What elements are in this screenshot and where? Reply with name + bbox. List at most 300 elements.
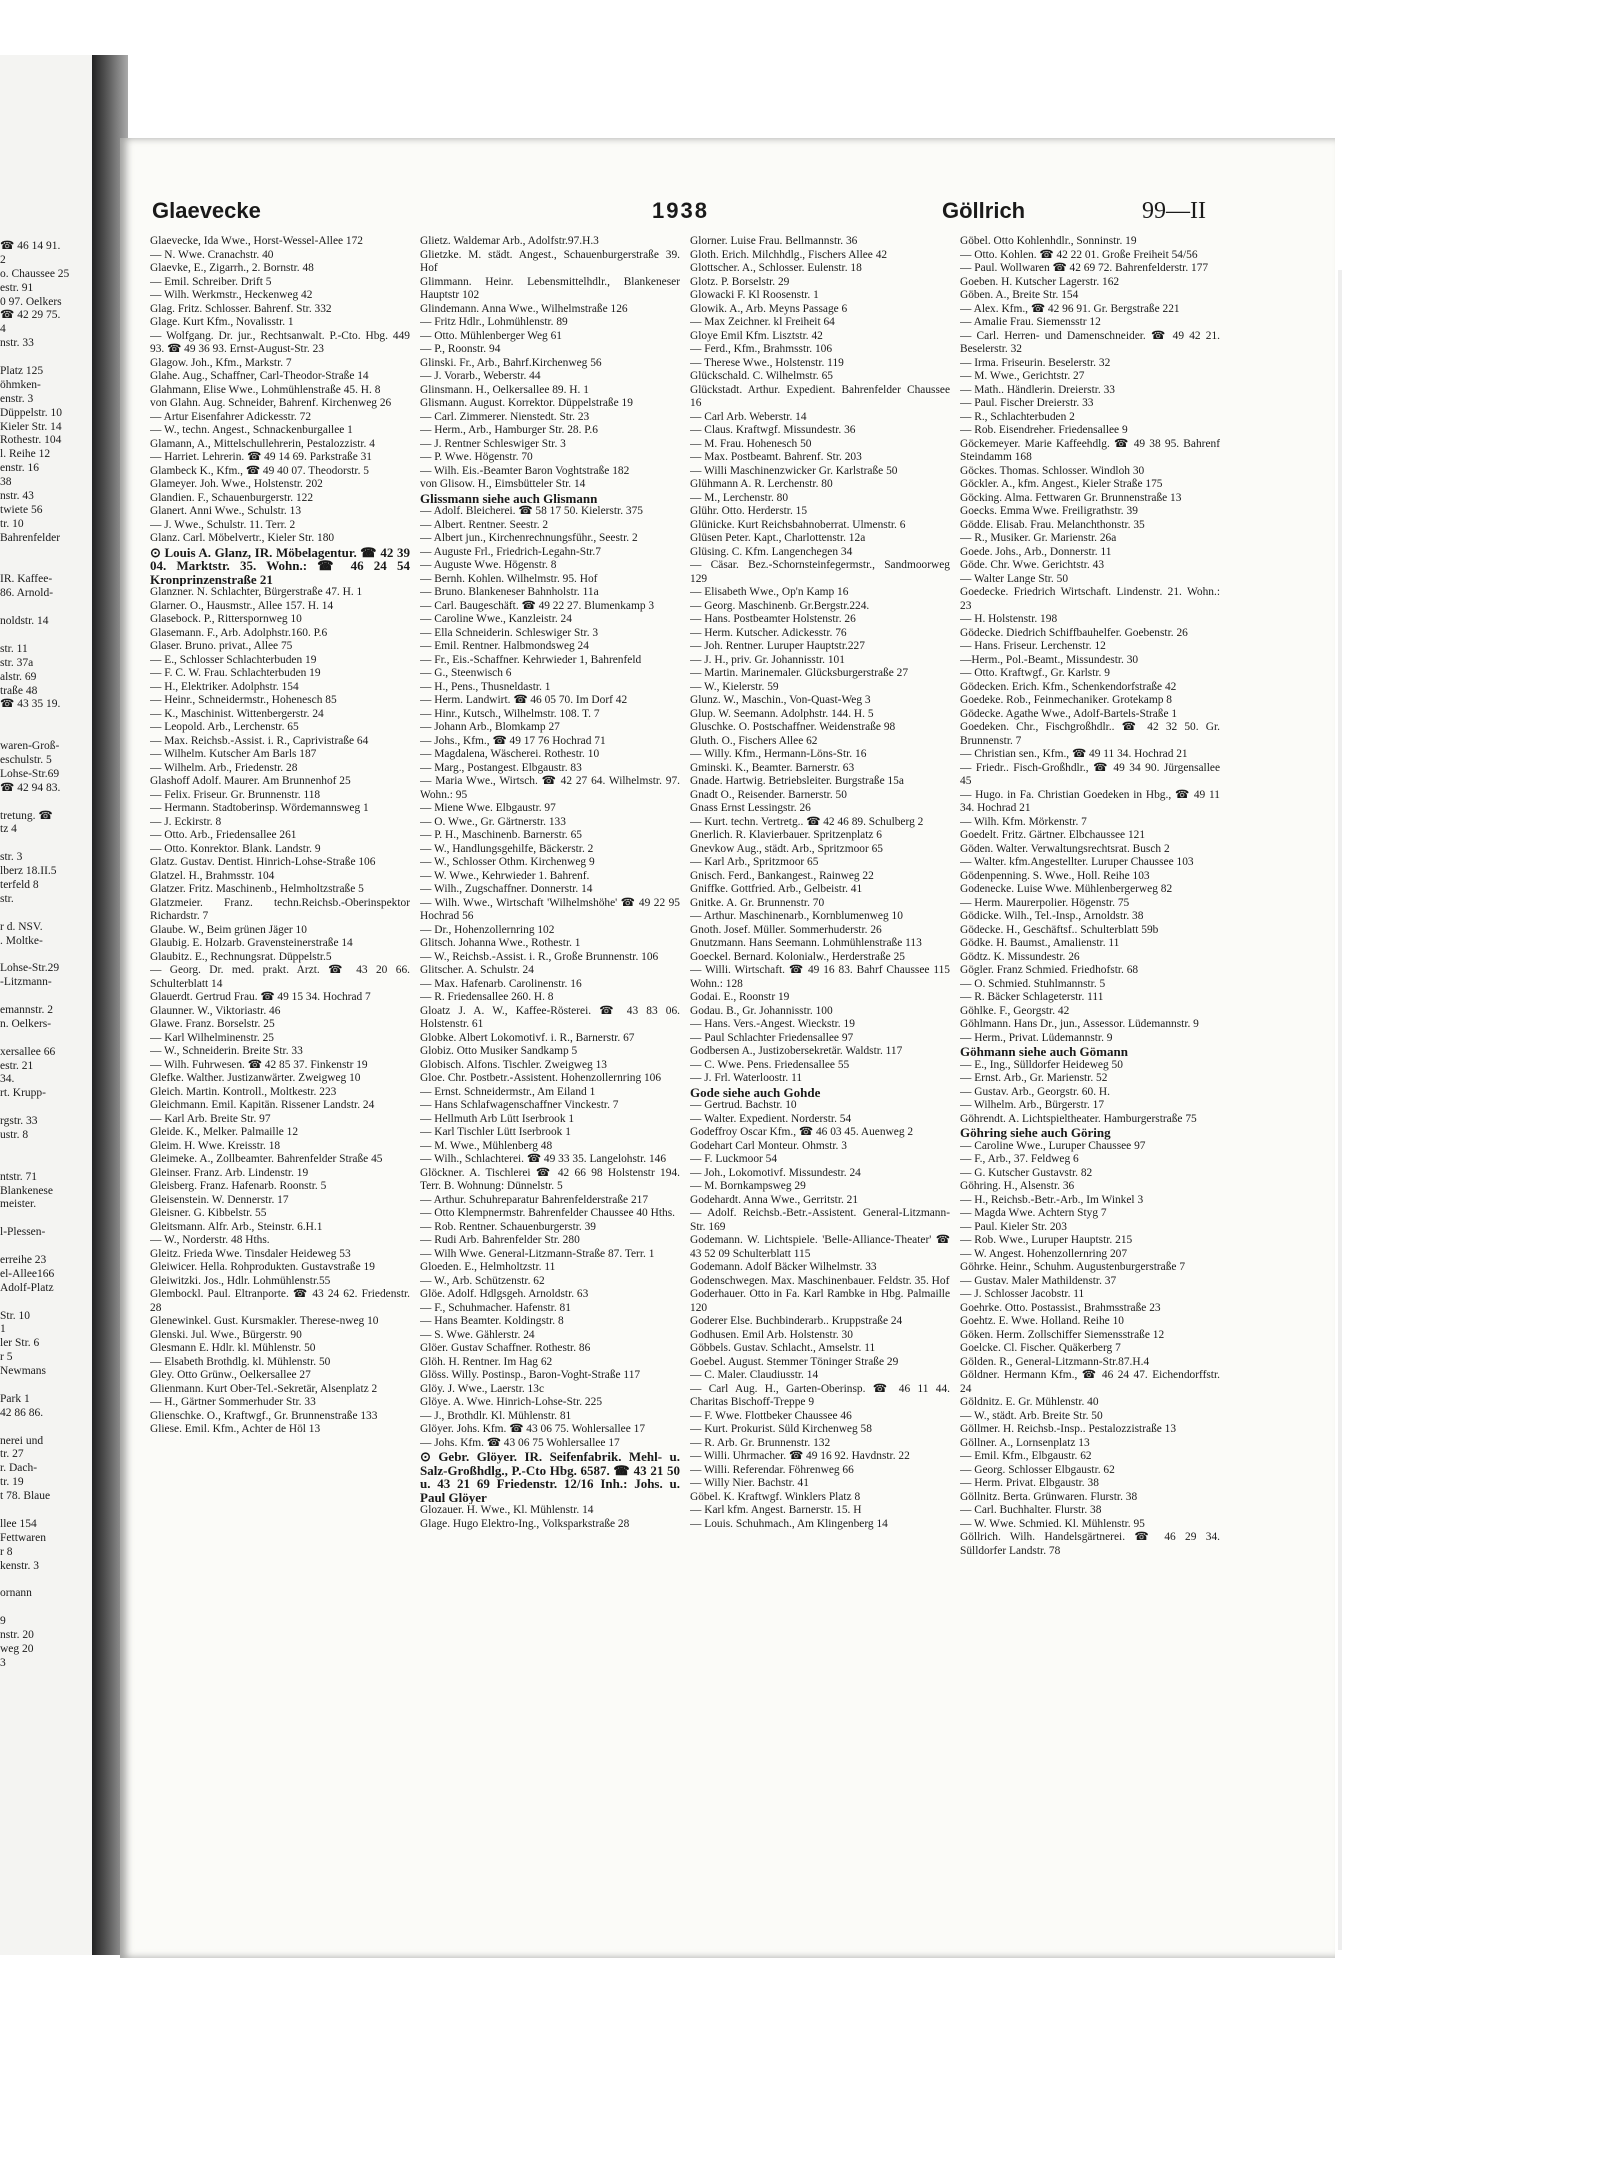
directory-entry: Gödenpenning. S. Wwe., Holl. Reihe 103 <box>960 869 1150 882</box>
directory-entry: — C. Wwe. Pens. Friedensallee 55 <box>690 1058 850 1071</box>
directory-entry: — Joh., Lokomotivf. Missundestr. 24 <box>690 1166 861 1179</box>
fragment-line <box>0 1421 92 1435</box>
fragment-line: Blankenese <box>0 1184 54 1197</box>
directory-entry: — Harriet. Lehrerin. ☎ 49 14 69. Parkstraße 31 <box>150 451 373 463</box>
directory-entry: — H., Reichsb.-Betr.-Arb., Im Winkel 3 <box>960 1193 1144 1206</box>
fragment-line: waren-Groß- <box>0 740 60 753</box>
directory-entry: — P. H., Maschinenb. Barnerstr. 65 <box>420 829 582 841</box>
directory-entry: — Wilh., Zugschaffner. Donnerstr. 14 <box>420 883 593 895</box>
directory-entry: — J., Brothdlr. Kl. Mühlenstr. 81 <box>420 1409 572 1422</box>
directory-entry: — F., Arb., 37. Feldweg 6 <box>960 1153 1079 1165</box>
directory-entry: — Carl Aug. H., Garten-Oberinsp. ☎ 46 11 44. Charitas Bischoff-Treppe 9 <box>690 1382 950 1408</box>
directory-column-2 <box>420 235 680 1935</box>
top-margin <box>0 0 1600 55</box>
directory-entry: Gödtz. K. Missundestr. 26 <box>960 950 1080 963</box>
directory-entry: Glottscher. A., Schlosser. Eulenstr. 18 <box>690 262 862 274</box>
fragment-line: tr. 19 <box>0 1476 24 1489</box>
directory-entry: Gloth. Erich. Milchhdlg., Fischers Allee 42 <box>690 248 888 261</box>
directory-entry: Goelcke. Cl. Fischer. Quäkerberg 7 <box>960 1342 1121 1354</box>
fragment-line <box>0 1296 92 1310</box>
directory-entry: — W., Schlosser Othm. Kirchenweg 9 <box>420 856 595 868</box>
directory-entry: — Fr., Eis.-Schaffner. Kehrwieder 1, Bahrenfeld <box>420 653 642 666</box>
fragment-line: -Litzmann- <box>0 976 52 989</box>
directory-entry: — Walter. Expedient. Norderstr. 54 <box>690 1112 852 1125</box>
directory-entry: Godhusen. Emil Arb. Holstenstr. 30 <box>690 1328 853 1341</box>
directory-entry: — Wilh. Eis.-Beamter Baron Voghtstraße 182 <box>420 464 630 477</box>
fragment-line: t 78. Blaue <box>0 1490 51 1503</box>
fragment-line: traße 48 <box>0 684 38 697</box>
directory-entry: — Math.. Händlerin. Dreierstr. 33 <box>960 383 1116 396</box>
directory-entry: Glotz. P. Borselstr. 29 <box>690 275 790 288</box>
fragment-line: tr. 10 <box>0 517 24 530</box>
directory-entry: Godbersen A., Justizobersekretär. Waldstr. 117 <box>690 1045 903 1057</box>
directory-entry: Göben. A., Breite Str. 154 <box>960 289 1079 301</box>
directory-entry: Göbbels. Gustav. Schlacht., Amselstr. 11 <box>690 1342 876 1354</box>
directory-entry: Glietzke. M. städt. Angest., Schauenburgerstraße 39. Hof <box>420 248 680 274</box>
directory-entry: — Hans Schlafwagenschaffner Vinckestr. 7 <box>420 1099 619 1111</box>
fragment-line: Fettwaren <box>0 1531 46 1544</box>
fragment-line <box>0 1240 92 1254</box>
fragment-line <box>0 559 92 573</box>
directory-entry: Glameyer. Joh. Wwe., Holstenstr. 202 <box>150 478 323 490</box>
directory-entry: Glimmann. Heinr. Lebensmittelhdlr., Blankeneser Hauptstr 102 <box>420 275 680 301</box>
directory-entry: — W. Angest. Hohenzollernring 207 <box>960 1247 1128 1260</box>
directory-entry: — Rob. Rentner. Schauenburgerstr. 39 <box>420 1220 597 1233</box>
fragment-line: r. Dach- <box>0 1462 38 1475</box>
directory-entry: Glaubitz. E., Rechnungsrat. Düppelstr.5 <box>150 950 332 963</box>
fragment-line <box>0 1032 92 1046</box>
directory-entry: Göhlmann. Hans Dr., jun., Assessor. Lüdemannstr. 9 <box>960 1018 1199 1030</box>
directory-entry: Gleisner. G. Kibbelstr. 55 <box>150 1207 267 1219</box>
directory-entry: — Georg. Dr. med. prakt. Arzt. ☎ 43 20 66. Schulterblatt 14 <box>150 964 410 990</box>
directory-entry: — Otto Klempnermstr. Bahrenfelder Chaussee 40 Hths. <box>420 1207 675 1219</box>
directory-entry: — Max. Hafenarb. Carolinenstr. 16 <box>420 977 582 990</box>
directory-entry: Göbel. Otto Kohlenhdlr., Sonninstr. 19 <box>960 235 1137 247</box>
fragment-line: estr. 91 <box>0 281 34 294</box>
directory-entry: Godehart Carl Monteur. Ohmstr. 3 <box>690 1139 847 1152</box>
fragment-line: . Moltke- <box>0 934 43 947</box>
directory-entry: Globiz. Otto Musiker Sandkamp 5 <box>420 1045 578 1057</box>
directory-entry: Glöyer. Johs. Kfm. ☎ 43 06 75. Wohlersallee 17 <box>420 1423 646 1435</box>
fragment-line <box>0 1574 92 1588</box>
directory-entry: — Wolfgang. Dr. jur., Rechtsanwalt. P.-Cto. Hbg. 449 93. ☎ 49 36 93. Ernst-August-Str. 23 <box>150 329 410 355</box>
fragment-line <box>0 837 92 851</box>
directory-entry: Göldner. Hermann Kfm., ☎ 46 24 47. Eichendorffstr. 24 <box>960 1369 1220 1395</box>
directory-entry: Göhlke. F., Georgstr. 42 <box>960 1004 1070 1017</box>
directory-entry: — Albert. Rentner. Seestr. 2 <box>420 518 549 531</box>
directory-entry: — Emil. Schreiber. Drift 5 <box>150 275 272 288</box>
fragment-line: 3 <box>0 1656 6 1669</box>
directory-entry: — W., städt. Arb. Breite Str. 50 <box>960 1409 1103 1422</box>
fragment-line: Lohse-Str.69 <box>0 767 60 780</box>
directory-entry: — Elisabeth Wwe., Op'n Kamp 16 <box>690 586 849 598</box>
directory-entry: Godenschwegen. Max. Maschinenbauer. Feldstr. 35. Hof <box>690 1274 950 1287</box>
fragment-line: el-Allee166 <box>0 1267 55 1280</box>
fragment-line: rgstr. 33 <box>0 1115 38 1128</box>
directory-entry: — Carl. Zimmerer. Nienstedt. Str. 23 <box>420 410 590 423</box>
directory-entry: — Gustav. Maler Mathildenstr. 37 <box>960 1274 1117 1287</box>
directory-entry: Gluschke. O. Postschaffner. Weidenstraße 98 <box>690 721 896 733</box>
fragment-line <box>0 990 92 1004</box>
directory-entry: Göbel. K. Kraftwgf. Winklers Platz 8 <box>690 1490 861 1503</box>
directory-entry: — M. Wwe., Gerichtstr. 27 <box>960 370 1085 382</box>
directory-entry: Göhring. H., Alsenstr. 36 <box>960 1180 1075 1192</box>
directory-entry: Göckes. Thomas. Schlosser. Windloh 30 <box>960 464 1145 477</box>
directory-entry: Göllner. A., Lornsenplatz 13 <box>960 1436 1090 1449</box>
fragment-line: 1 <box>0 1323 6 1336</box>
fragment-line: xersallee 66 <box>0 1045 56 1058</box>
fragment-line: l. Reihe 12 <box>0 448 51 461</box>
directory-entry: — Paul. Wollwaren ☎ 42 69 72. Bahrenfelderstr. 177 <box>960 262 1209 274</box>
directory-entry: — Johs., Kfm., ☎ 49 17 76 Hochrad 71 <box>420 734 606 747</box>
directory-entry: Gnass Ernst Lessingstr. 26 <box>690 802 811 814</box>
directory-entry: Godemann. W. Lichtspiele. 'Belle-Alliance-Theater' ☎ 43 52 09 Schulterblatt 115 <box>690 1234 950 1260</box>
directory-entry: Gödecke. Diedrich Schiffbauhelfer. Goebenstr. 26 <box>960 626 1188 639</box>
directory-entry: Glorner. Luise Frau. Bellmannstr. 36 <box>690 235 858 247</box>
directory-entry: Gnade. Hartwig. Betriebsleiter. Burgstraße 15a <box>690 775 904 787</box>
fragment-line: enstr. 16 <box>0 462 39 475</box>
fragment-line: l-Plessen- <box>0 1226 46 1239</box>
fragment-line: nerei und <box>0 1434 44 1447</box>
fragment-line: Rothestr. 104 <box>0 434 62 447</box>
directory-entry: — Otto. Konrektor. Blank. Landstr. 9 <box>150 842 321 855</box>
fragment-line: str. 11 <box>0 642 28 655</box>
directory-entry: Glowacki F. Kl Roosenstr. 1 <box>690 289 819 301</box>
fragment-line: Bahrenfelder <box>0 531 61 544</box>
directory-entry: Glienmann. Kurt Ober-Tel.-Sekretär, Alsenplatz 2 <box>150 1382 378 1395</box>
directory-entry: — Ernst. Arb., Gr. Marienstr. 52 <box>960 1072 1108 1084</box>
directory-entry: Gloeden. E., Helmholtzstr. 11 <box>420 1261 556 1273</box>
directory-entry: — Wilh. Wwe., Wirtschaft 'Wilhelmshöhe' ☎ 49 22 95 Hochrad 56 <box>420 896 680 922</box>
directory-entry: — H., Pens., Thusneldastr. 1 <box>420 680 551 693</box>
directory-entry: — Claus. Kraftwgf. Missundestr. 36 <box>690 424 856 436</box>
directory-entry: — Leopold. Arb., Lerchenstr. 65 <box>150 721 299 733</box>
fragment-line <box>0 1157 92 1171</box>
directory-entry: Glesmann E. Hdlr. kl. Mühlenstr. 50 <box>150 1342 316 1354</box>
directory-entry: — Irma. Friseurin. Beselerstr. 32 <box>960 356 1111 369</box>
fragment-line: Platz 125 <box>0 365 44 378</box>
directory-entry: Glenski. Jul. Wwe., Bürgerstr. 90 <box>150 1328 302 1341</box>
directory-entry: Göde. Chr. Wwe. Gerichtstr. 43 <box>960 559 1105 571</box>
fragment-line: 4 <box>0 323 6 336</box>
fragment-line: Str. 10 <box>0 1309 31 1322</box>
directory-entry: Glöye. A. Wwe. Hinrich-Lohse-Str. 225 <box>420 1396 603 1408</box>
directory-entry: — W., techn. Angest., Schnackenburgallee 1 <box>150 424 353 436</box>
directory-entry: — Carl Arb. Weberstr. 14 <box>690 410 807 423</box>
fragment-line <box>0 1212 92 1226</box>
directory-entry: Gloye Emil Kfm. Lisztstr. 42 <box>690 329 823 342</box>
directory-entry: — Fritz Hdlr., Lohmühlenstr. 89 <box>420 316 568 328</box>
fragment-line: nstr. 43 <box>0 490 34 503</box>
directory-entry: Glasemann. F., Arb. Adolphstr.160. P.6 <box>150 626 328 639</box>
directory-entry: Göhrendt. A. Lichtspieltheater. Hamburgerstraße 75 <box>960 1112 1197 1125</box>
fragment-line: 38 <box>0 476 12 489</box>
directory-entry: Glowik. A., Arb. Meyns Passage 6 <box>690 302 848 315</box>
directory-entry: Glozauer. H. Wwe., Kl. Mühlenstr. 14 <box>420 1504 594 1516</box>
fragment-line: r 8 <box>0 1545 13 1558</box>
directory-entry: — Adolf. Bleicherei. ☎ 58 17 50. Kielerstr. 375 <box>420 505 643 517</box>
directory-entry: Glindemann. Anna Wwe., Wilhelmstraße 126 <box>420 302 628 315</box>
directory-entry: — Magda Wwe. Achtern Styg 7 <box>960 1207 1107 1219</box>
directory-entry: — Auguste Wwe. Högenstr. 8 <box>420 559 557 571</box>
directory-entry: — Wilhelm. Arb., Bürgerstr. 17 <box>960 1099 1105 1111</box>
fragment-line: str. 3 <box>0 851 23 864</box>
directory-entry: Goeben. H. Kutscher Lagerstr. 162 <box>960 275 1120 288</box>
bottom-margin <box>0 1960 1600 2177</box>
directory-entry: Godai. E., Roonstr 19 <box>690 991 790 1003</box>
directory-entry: — W., Norderstr. 48 Hths. <box>150 1234 270 1246</box>
directory-entry: — Amalie Frau. Siemensstr 12 <box>960 316 1101 328</box>
fragment-line: Park 1 <box>0 1392 30 1405</box>
directory-entry: — Louis. Schuhmach., Am Klingenberg 14 <box>690 1517 888 1530</box>
directory-entry: — W., Arb. Schützenstr. 62 <box>420 1274 545 1287</box>
directory-entry: Glückstadt. Arthur. Expedient. Bahrenfelder Chaussee 16 <box>690 383 950 409</box>
directory-entry: — Willi Maschinenzwicker Gr. Karlstraße 50 <box>690 464 898 477</box>
directory-entry: — W. Wwe. Schmied. Kl. Mühlenstr. 95 <box>960 1517 1145 1530</box>
directory-entry: — Auguste Frl., Friedrich-Legahn-Str.7 <box>420 545 601 558</box>
directory-entry: Glashoff Adolf. Maurer. Am Brunnenhof 25 <box>150 775 351 787</box>
directory-entry: Gleisberg. Franz. Hafenarb. Roonstr. 5 <box>150 1180 327 1192</box>
fragment-line <box>0 601 92 615</box>
directory-entry: — Hans. Friseur. Lerchenstr. 12 <box>960 640 1106 652</box>
fragment-line: noldstr. 14 <box>0 615 49 628</box>
directory-entry: Godehardt. Anna Wwe., Gerritstr. 21 <box>690 1193 859 1206</box>
directory-entry: — Magdalena, Wäscherei. Rothestr. 10 <box>420 748 600 760</box>
directory-entry: Glünicke. Kurt Reichsbahnoberrat. Ulmenstr. 6 <box>690 518 906 531</box>
fragment-line <box>0 726 92 740</box>
page-number: 99—II <box>1142 198 1206 224</box>
directory-entry: — Bernh. Kohlen. Wilhelmstr. 95. Hof <box>420 572 598 585</box>
directory-entry: Glagow. Joh., Kfm., Markstr. 7 <box>150 356 292 369</box>
directory-entry: Godau. B., Gr. Johannisstr. 100 <box>690 1004 833 1017</box>
directory-entry: — S. Wwe. Gählerstr. 24 <box>420 1328 535 1341</box>
directory-entry: — Karl kfm. Angest. Barnerstr. 15. H <box>690 1504 862 1516</box>
directory-entry: — Willi. Wirtschaft. ☎ 49 16 83. Bahrf Chaussee 115 Wohn.: 128 <box>690 964 950 990</box>
directory-entry: — Maria Wwe., Wirtsch. ☎ 42 27 64. Wilhelmstr. 97. Wohn.: 95 <box>420 775 680 801</box>
directory-entry: Glöss. Willy. Postinsp., Baron-Voght-Straße 117 <box>420 1369 641 1381</box>
directory-entry: — M. Wwe., Mühlenberg 48 <box>420 1139 553 1152</box>
directory-entry: — Wilh., Schlachterei. ☎ 49 33 35. Langelohstr. 146 <box>420 1153 667 1165</box>
directory-entry: — Hans. Vers.-Angest. Wieckstr. 19 <box>690 1018 855 1030</box>
directory-entry: Glitsch. Johanna Wwe., Rothestr. 1 <box>420 937 581 949</box>
directory-entry: — Rudi Arb. Bahrenfelder Str. 280 <box>420 1234 580 1246</box>
directory-entry: Göckemeyer. Marie Kaffeehdlg. ☎ 49 38 95. Bahrenf Steindamm 168 <box>960 437 1220 463</box>
directory-entry: Gleichmann. Emil. Kapitän. Rissener Landstr. 24 <box>150 1099 375 1111</box>
directory-entry: — Wilh Wwe. General-Litzmann-Straße 87. Terr. 1 <box>420 1247 655 1260</box>
fragment-line <box>0 351 92 365</box>
directory-entry: Gödecke. Agathe Wwe., Adolf-Bartels-Straße 1 <box>960 707 1178 720</box>
directory-entry: Godenecke. Luise Wwe. Mühlenbergerweg 82 <box>960 883 1173 895</box>
fragment-line: tz 4 <box>0 823 17 836</box>
directory-entry: Gödecken. Erich. Kfm., Schenkendorfstraße 42 <box>960 680 1177 693</box>
directory-entry: — Georg. Maschinenb. Gr.Bergstr.224. <box>690 599 870 612</box>
fragment-line: alstr. 69 <box>0 670 37 683</box>
directory-entry: Gleimeke. A., Zollbeamter. Bahrenfelder Straße 45 <box>150 1153 383 1165</box>
directory-entry: — Bruno. Blankeneser Bahnholstr. 11a <box>420 586 599 598</box>
directory-entry: Goeckel. Bernard. Kolonialw., Herderstraße 25 <box>690 950 905 963</box>
fragment-line: Lohse-Str.29 <box>0 962 60 975</box>
directory-entry: — Max Zeichner. kl Freiheit 64 <box>690 316 835 328</box>
fragment-line: enstr. 3 <box>0 392 34 405</box>
directory-entry: — Wilh. Werkmstr., Heckenweg 42 <box>150 289 313 301</box>
directory-entry: Göllmer. H. Reichsb.-Insp.. Pestalozzistraße 13 <box>960 1423 1177 1435</box>
directory-entry: Gleim. H. Wwe. Kreisstr. 18 <box>150 1139 281 1152</box>
directory-entry: — G. Kutscher Gustavstr. 82 <box>960 1166 1093 1179</box>
directory-entry: — Wilh. Fuhrwesen. ☎ 42 85 37. Finkenstr 19 <box>150 1058 368 1071</box>
directory-entry: Glitscher. A. Schulstr. 24 <box>420 964 534 976</box>
directory-entry: Glinski. Fr., Arb., Bahrf.Kirchenweg 56 <box>420 356 602 369</box>
directory-entry: — Willy. Kfm., Hermann-Löns-Str. 16 <box>690 748 867 760</box>
directory-entry: — Paul. Fischer Dreierstr. 33 <box>960 397 1094 409</box>
fragment-line: Adolf-Platz <box>0 1281 54 1294</box>
directory-entry: Göhrke. Heinr., Schuhm. Augustenburgerstraße 7 <box>960 1261 1186 1273</box>
directory-entry: — Otto. Kraftwgf., Gr. Karlstr. 9 <box>960 667 1110 679</box>
directory-entry: Göllnitz. Berta. Grünwaren. Flurstr. 38 <box>960 1490 1138 1503</box>
directory-column-4 <box>960 235 1220 1935</box>
directory-entry: Glöer. Gustav Schaffner. Rothestr. 86 <box>420 1342 591 1354</box>
directory-entry: Göcking. Alma. Fettwaren Gr. Brunnenstraße 13 <box>960 491 1182 504</box>
fragment-line <box>0 1101 92 1115</box>
directory-entry: — Friedr.. Fisch-Großhdlr., ☎ 49 34 90. Jürgensallee 45 <box>960 761 1220 787</box>
directory-entry: — R., Musiker. Gr. Marienstr. 26a <box>960 532 1117 544</box>
fragment-line: ler Str. 6 <box>0 1337 40 1350</box>
directory-entry: — Kurt. techn. Vertretg.. ☎ 42 46 89. Schulberg 2 <box>690 815 924 828</box>
directory-entry: Glunz. W., Maschin., Von-Quast-Weg 3 <box>690 694 871 706</box>
directory-entry: Gleisenstein. W. Dennerstr. 17 <box>150 1193 289 1206</box>
fragment-line: o. Chaussee 25 <box>0 267 70 280</box>
directory-entry: Goebel. August. Stemmer Töninger Straße 29 <box>690 1355 899 1368</box>
directory-entry: — Otto. Arb., Friedensallee 261 <box>150 829 297 841</box>
fragment-line: tr. 27 <box>0 1448 24 1461</box>
directory-entry: Göckler. A., kfm. Angest., Kieler Straße 175 <box>960 478 1163 490</box>
directory-entry: Goderhauer. Otto in Fa. Karl Rambke in Hbg. Palmaille 120 <box>690 1288 950 1314</box>
directory-entry: — N. Wwe. Cranachstr. 40 <box>150 248 274 261</box>
directory-entry: — Paul Schlachter Friedensallee 97 <box>690 1031 854 1044</box>
directory-entry: — F. C. W. Frau. Schlachterbuden 19 <box>150 667 321 679</box>
directory-entry: Gödke. H. Baumst., Amalienstr. 11 <box>960 937 1120 949</box>
fragment-line: rt. Krupp- <box>0 1087 46 1100</box>
directory-entry: — C. Maler. Claudiusstr. 14 <box>690 1369 819 1381</box>
directory-entry: Glanert. Anni Wwe., Schulstr. 13 <box>150 505 302 517</box>
directory-entry: — J. Wwe., Schulstr. 11. Terr. 2 <box>150 518 296 531</box>
directory-entry: — Johs. Kfm. ☎ 43 06 75 Wohlersallee 17 <box>420 1436 620 1449</box>
directory-entry: Gliese. Emil. Kfm., Achter de Höl 13 <box>150 1423 321 1435</box>
directory-entry: — Caroline Wwe., Luruper Chaussee 97 <box>960 1139 1146 1152</box>
directory-entry: Goderer Else. Buchbinderarb.. Kruppstraße 24 <box>690 1315 903 1327</box>
directory-entry: Göldnitz. E. Gr. Mühlenstr. 40 <box>960 1396 1099 1408</box>
directory-entry: Gleinser. Franz. Arb. Lindenstr. 19 <box>150 1166 309 1179</box>
fragment-line: r 5 <box>0 1351 13 1364</box>
directory-entry: Glaube. W., Beim grünen Jäger 10 <box>150 923 307 936</box>
directory-entry: — Wilh. Kfm. Mörkenstr. 7 <box>960 815 1087 828</box>
directory-entry: — Herm. Landwirt. ☎ 46 05 70. Im Dorf 42 <box>420 694 628 706</box>
fragment-line: llee 154 <box>0 1517 37 1530</box>
directory-entry: — Karl Arb., Spritzmoor 65 <box>690 856 819 868</box>
directory-entry: — Ernst. Schneidermstr., Am Eiland 1 <box>420 1085 596 1098</box>
directory-entry: Gode siehe auch Gohde <box>690 1085 821 1099</box>
directory-entry: — Herm. Privat. Elbgaustr. 38 <box>960 1477 1099 1489</box>
directory-entry: — Otto. Mühlenberger Weg 61 <box>420 329 562 342</box>
directory-entry: Glamann, A., Mittelschullehrerin, Pestalozzistr. 4 <box>150 437 375 450</box>
fragment-line: IR. Kaffee- <box>0 573 53 586</box>
directory-entry: Gnisch. Ferd., Bankangest., Rainweg 22 <box>690 869 874 882</box>
directory-entry: — W., Handlungsgehilfe, Bäckerstr. 2 <box>420 842 594 855</box>
directory-entry: — Hellmuth Arb Lütt Iserbrook 1 <box>420 1112 575 1125</box>
directory-entry: — Heinr., Schneidermstr., Hohenesch 85 <box>150 694 337 706</box>
directory-entry: — Albert jun., Kirchenrechnungsführ., Seestr. 2 <box>420 532 638 544</box>
directory-entry: Gödecke. H., Geschäftsf.. Schulterblatt 59b <box>960 923 1159 936</box>
directory-entry: — Emil. Rentner. Halbmondsweg 24 <box>420 640 589 652</box>
directory-entry: — Gustav. Arb., Georgstr. 60. H. <box>960 1085 1110 1098</box>
directory-entry: Glaevke, E., Zigarrh., 2. Bornstr. 48 <box>150 262 314 274</box>
directory-entry: Glissmann siehe auch Glismann <box>420 491 598 505</box>
fragment-line: eschulstr. 5 <box>0 753 52 766</box>
directory-entry: — Herm. Kutscher. Adickesstr. 76 <box>690 626 847 639</box>
running-head <box>152 198 1220 228</box>
directory-entry: — Carl. Buchhalter. Flurstr. 38 <box>960 1504 1102 1516</box>
directory-entry: — Adolf. Reichsb.-Betr.-Assistent. General-Litzmann-Str. 169 <box>690 1207 950 1233</box>
directory-entry: — Arthur. Schuhreparatur Bahrenfelderstraße 217 <box>420 1193 649 1206</box>
fragment-line: 9 <box>0 1615 6 1628</box>
directory-entry: — Hugo. in Fa. Christian Goedeken in Hbg., ☎ 49 11 34. Hochrad 21 <box>960 788 1220 814</box>
directory-entry: Glatzmeier. Franz. techn.Reichsb.-Oberinspektor Richardstr. 7 <box>150 896 410 922</box>
directory-entry: Glauerdt. Gertrud Frau. ☎ 49 15 34. Hochrad 7 <box>150 991 371 1003</box>
directory-entry: — W. Wwe., Kehrwieder 1. Bahrenf. <box>420 869 590 882</box>
directory-entry: — H., Gärtner Sommerhuder Str. 33 <box>150 1396 316 1408</box>
fragment-line: str. 37a <box>0 656 34 669</box>
directory-entry: Gnadt O., Reisender. Barnerstr. 50 <box>690 788 847 801</box>
fragment-line: 34. <box>0 1073 15 1086</box>
directory-entry: Gleitsmann. Alfr. Arb., Steinstr. 6.H.1 <box>150 1220 323 1233</box>
directory-entry: — E., Ing., Sülldorfer Heideweg 50 <box>960 1058 1123 1071</box>
directory-entry: Godeffroy Oscar Kfm., ☎ 46 03 45. Auenweg 2 <box>690 1126 914 1138</box>
directory-entry: Glenewinkel. Gust. Kursmakler. Therese-nweg 10 <box>150 1315 379 1327</box>
fragment-line: twiete 56 <box>0 503 43 516</box>
fragment-line: ☎ 46 14 91. <box>0 240 61 252</box>
fragment-line <box>0 948 92 962</box>
directory-entry: — Rob. Wwe., Luruper Hauptstr. 215 <box>960 1234 1133 1246</box>
fragment-line: kenstr. 3 <box>0 1559 39 1572</box>
fragment-line: erreihe 23 <box>0 1254 47 1267</box>
directory-entry: Glahmann, Elise Wwe., Lohmühlenstraße 45. H. 8 <box>150 383 381 396</box>
directory-entry: Goede. Johs., Arb., Donnerstr. 11 <box>960 545 1112 558</box>
directory-entry: von Glisow. H., Eimsbütteler Str. 14 <box>420 478 586 490</box>
fragment-line: Düppelstr. 10 <box>0 406 62 419</box>
directory-entry: Glühmann A. R. Lerchenstr. 80 <box>690 478 833 490</box>
directory-entry: Glüsen Peter. Kapt., Charlottenstr. 12a <box>690 532 866 544</box>
directory-entry: — Willi. Referendar. Föhrenweg 66 <box>690 1463 854 1476</box>
directory-entry: — J. Eckirstr. 8 <box>150 815 222 828</box>
fragment-line <box>0 1143 92 1157</box>
directory-entry: — Willy Nier. Bachstr. 41 <box>690 1477 809 1489</box>
directory-entry: Glage. Hugo Elektro-Ing., Volksparkstraße 28 <box>420 1517 630 1530</box>
directory-entry: Glarner. O., Hausmstr., Allee 157. H. 14 <box>150 599 334 612</box>
directory-entry: — R., Schlachterbuden 2 <box>960 410 1075 423</box>
directory-entry: Godemann. Adolf Bäcker Wilhelmstr. 33 <box>690 1261 877 1273</box>
directory-entry: Gödde. Elisab. Frau. Melanchthonstr. 35 <box>960 518 1145 531</box>
directory-entry: — M., Lerchenstr. 80 <box>690 491 789 504</box>
previous-page-fragments <box>0 240 92 1671</box>
directory-entry: Glienschke. O., Kraftwgf., Gr. Brunnenstraße 133 <box>150 1409 378 1422</box>
directory-entry: — W., Kielerstr. 59 <box>690 680 779 693</box>
directory-entry: Goehrke. Otto. Postassist., Brahmsstraße 23 <box>960 1301 1161 1314</box>
first-entry-guideword: Glaevecke <box>152 198 261 223</box>
directory-entry: Gleide. K., Melker. Palmaille 12 <box>150 1126 299 1138</box>
directory-entry: — Paul. Kieler Str. 203 <box>960 1220 1067 1233</box>
directory-entry: — Herm. Maurerpolier. Högenstr. 75 <box>960 896 1130 909</box>
fragment-line: ☎ 43 35 19. <box>0 698 61 711</box>
directory-entry: Gnutzmann. Hans Seemann. Lohmühlenstraße 113 <box>690 937 922 949</box>
